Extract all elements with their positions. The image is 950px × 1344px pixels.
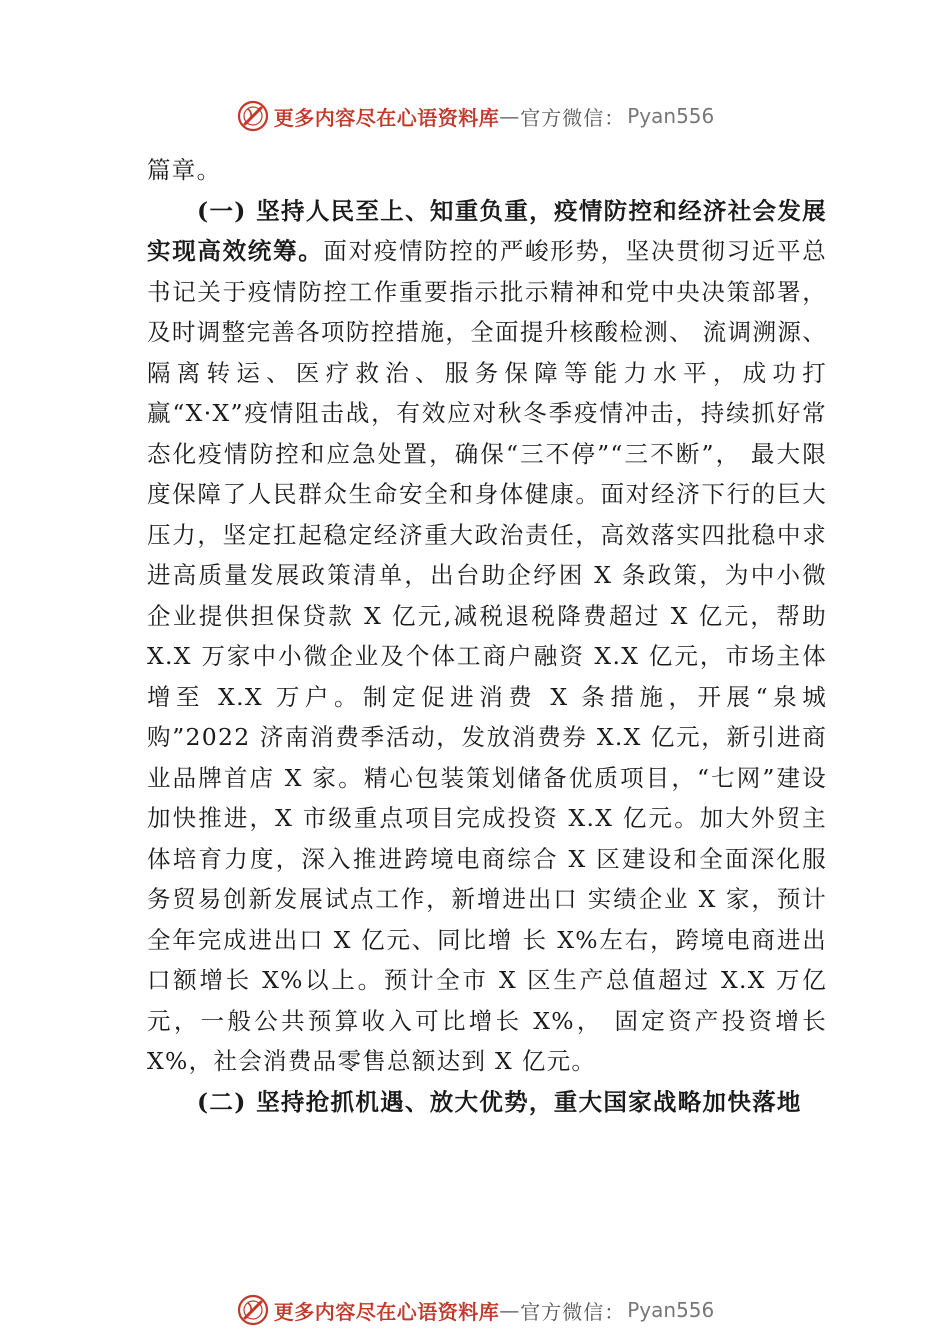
watermark-wechat-id: Pyan556 xyxy=(627,104,715,128)
footer-watermark xyxy=(0,1290,950,1330)
section-1-paragraph xyxy=(147,191,827,1082)
red-seal-logo-icon xyxy=(236,1293,270,1327)
red-seal-logo-icon xyxy=(236,99,270,133)
watermark-wechat-id: Pyan556 xyxy=(627,1298,715,1322)
section-1-heading: (一) 坚持人民至上、知重负重，疫情防控和经济社会发展实现高效统筹。 xyxy=(147,196,827,265)
section-2-heading: (二) 坚持抢抓机遇、放大优势，重大国家战略加快落地 xyxy=(197,1087,802,1116)
header-watermark xyxy=(0,96,950,136)
opening-fragment: 篇章。 xyxy=(147,156,222,184)
watermark-dash: — xyxy=(499,1298,521,1322)
watermark-site-text: 更多内容尽在心语资料库 xyxy=(273,1299,500,1324)
watermark-wechat-label: 官方微信： xyxy=(520,105,626,130)
section-2-paragraph xyxy=(147,1082,827,1123)
watermark-site-text: 更多内容尽在心语资料库 xyxy=(273,105,500,130)
watermark-wechat-label: 官方微信： xyxy=(520,1299,626,1324)
watermark-dash: — xyxy=(499,104,521,128)
section-1-body: 面对疫情防控的严峻形势，坚决贯彻习近平总书记关于疫情防控工作重要指示批示精神和党中央决策部署，及时调整完善各项防控措施，全面提升核酸检测、 流调溯源、隔离转运、医疗救治、服务保障等能力水平，成功打赢“X·X”疫情阻击战，有效应对秋冬季疫情冲击，持续抓好常态化疫情防控和应急处置，确保“三不停”“三不断”， 最大限度保障了人民群众生命安全和身体健康。面对经济下行的巨大压力，坚定扛起稳定经济重大政治责任，高效落实四批稳中求进高质量发展政策清单，出台助企纾困 X 条政策，为中小微企业提供担保贷款 X 亿元,减税退税降费超过 X 亿元，帮助 X.X 万家中小微企业及个体工商户融资 X.X 亿元，市场主体增至 X.X 万户。制定促进消费 X 条措施，开展“泉城购”2022 济南消费季活动，发放消费券 X.X 亿元，新引进商业品牌首店 X 家。精心包装策划储备优质项目，“七网”建设加快推进，X 市级重点项目完成投资 X.X 亿元。加大外贸主体培育力度，深入推进跨境电商综合 X 区建设和全面深化服务贸易创新发展试点工作，新增进出口 实绩企业 X 家，预计全年完成进出口 X 亿元、同比增 长 X%左右，跨境电商进出口额增长 X%以上。预计全市 X 区生产总值超过 X.X 万亿元，一般公共预算收入可比增长 X%， 固定资产投资增长 X%，社会消费品零售总额达到 X 亿元。 xyxy=(147,237,827,1075)
document-body xyxy=(147,150,827,1122)
